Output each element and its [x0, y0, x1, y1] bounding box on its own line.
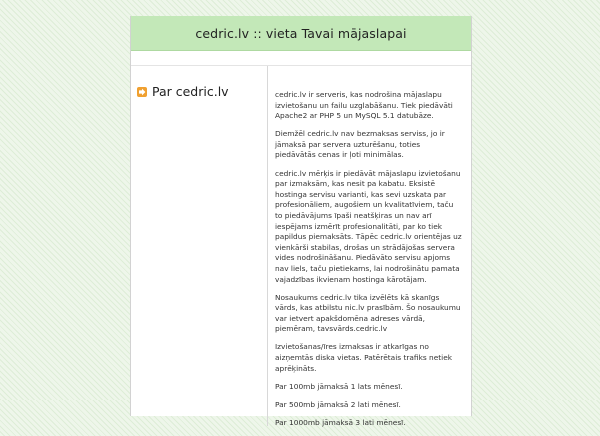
content-paragraph: Diemžēl cedric.lv nav bezmaksas serviss, jo ir jāmaksā par servera uzturēšanu, toties piedāvātās cenas ir ļoti minimālas.	[275, 129, 445, 160]
main-content	[275, 90, 463, 436]
sidebar-item-about[interactable]	[137, 84, 229, 99]
price-line: Par 500mb jāmaksā 2 lati mēnesī.	[275, 399, 401, 409]
site-title: cedric.lv :: vieta Tavai mājaslapai	[195, 25, 407, 41]
sidebar	[131, 66, 268, 426]
page-container	[130, 16, 472, 427]
price-line: Par 1000mb jāmaksā 3 lati mēnesī.	[275, 417, 406, 427]
content-paragraph: Nosaukums cedric.lv tika izvēlēts kā skanīgs vārds, kas atbilstu nic.lv prasībām. Šo nosaukumu var ietvert apakšdomēna adreses vārdā, piemēram, tavsvārds.cedric.lv	[275, 292, 461, 334]
content-paragraph: cedric.lv mērķis ir piedāvāt mājaslapu izvietošanu par izmaksām, kas nesit pa kabatu. Eksistē hostinga servisu varianti, kas sevi uzskata par profesionāliem, augošiem un kvalitatīviem, taču to piedāvājums īpaši neatšķiras un nav arī iespējams izmērīt profesionalitāti, par ko tiek papildus piemaksāts. Tāpēc cedric.lv orientējas uz vienkārši stabilas, drošas un strādājošas servera vides nodrošināšanu. Piedāvāto servisu apjoms nav liels, taču pietiekams, lai nodrošinātu pamata vajadzības ikvienam hostinga kārotājam.	[275, 168, 462, 284]
site-header	[131, 16, 471, 51]
content-paragraph: Izvietošanas/īres izmaksas ir atkarīgas no aizņemtās diska vietas. Patērētais trafiks netiek aprēķināts.	[275, 342, 453, 373]
sidebar-item-label: Par cedric.lv	[152, 84, 229, 99]
arrow-right-icon	[137, 87, 147, 97]
price-line: Par 100mb jāmaksā 1 lats mēnesī.	[275, 381, 403, 391]
content-paragraph: cedric.lv ir serveris, kas nodrošina mājaslapu izvietošanu un failu uzglabāšanu. Tiek piedāvāti Apache2 ar PHP 5 un MySQL 5.1 datubāze.	[275, 90, 453, 121]
